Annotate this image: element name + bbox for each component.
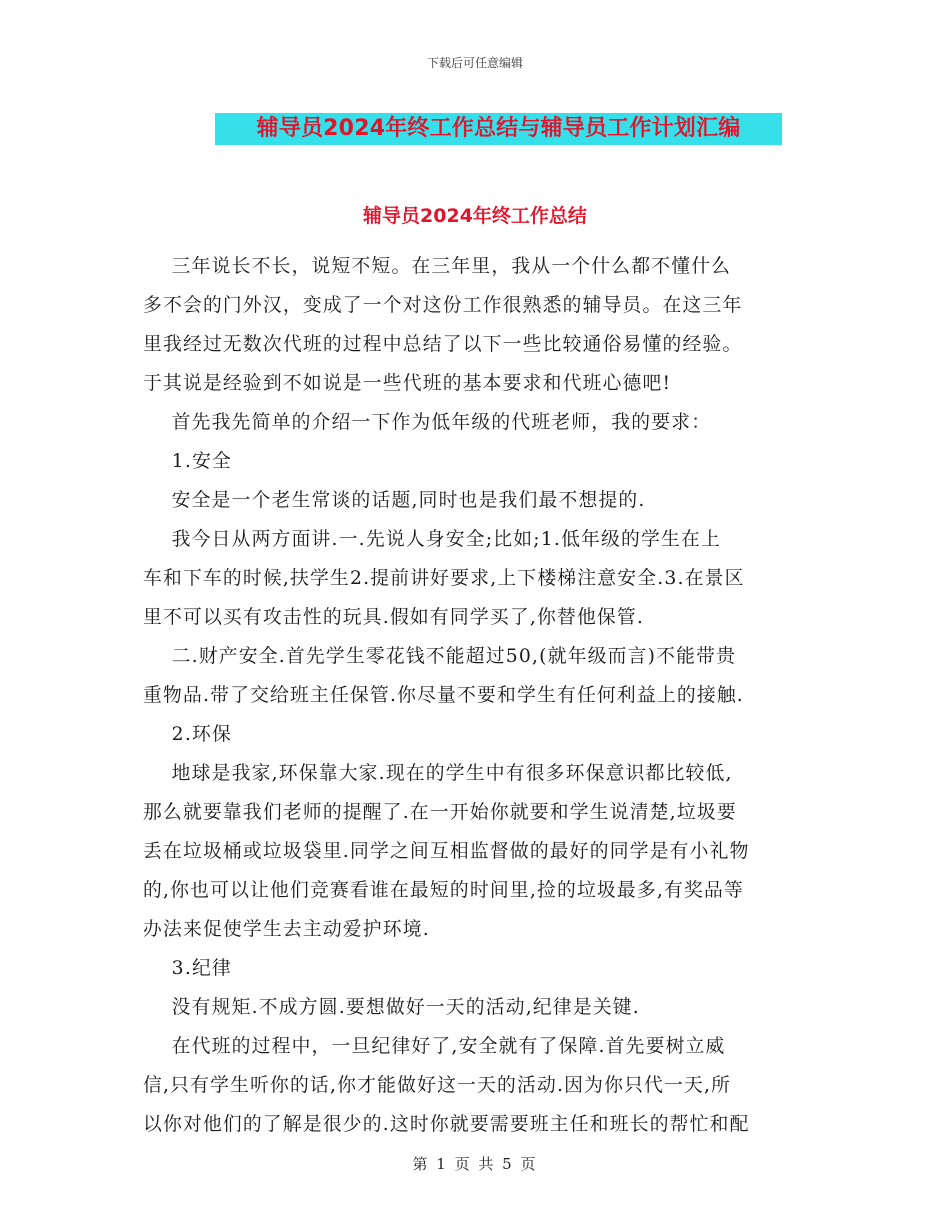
body-line: 我今日从两方面讲.一.先说人身安全;比如;1.低年级的学生在上 bbox=[143, 529, 721, 550]
body-line: 信,只有学生听你的话,你才能做好这一天的活动.因为你只代一天,所 bbox=[143, 1075, 732, 1096]
body-line: 里不可以买有攻击性的玩具.假如有同学买了,你替他保管. bbox=[143, 607, 645, 628]
body-line: 丢在垃圾桶或垃圾袋里.同学之间互相监督做的最好的同学是有小礼物 bbox=[143, 841, 750, 862]
body-line: 多不会的门外汉，变成了一个对这份工作很熟悉的辅导员。在这三年 bbox=[143, 295, 743, 316]
header-note: 下载后可任意编辑 bbox=[426, 56, 523, 70]
body-line: 三年说长不长，说短不短。在三年里，我从一个什么都不懂什么 bbox=[143, 256, 732, 277]
body-line: 的,你也可以让他们竞赛看谁在最短的时间里,捡的垃圾最多,有奖品等 bbox=[143, 880, 744, 901]
body-line: 安全是一个老生常谈的话题,同时也是我们最不想提的. bbox=[143, 490, 646, 511]
body-text bbox=[143, 247, 813, 1144]
body-line: 二.财产安全.首先学生零花钱不能超过50,(就年级而言)不能带贵 bbox=[143, 646, 737, 667]
body-line: 在代班的过程中，一旦纪律好了,安全就有了保障.首先要树立威 bbox=[143, 1036, 726, 1057]
body-line: 没有规矩.不成方圆.要想做好一天的活动,纪律是关键. bbox=[143, 997, 640, 1018]
section-title: 辅导员2024年终工作总结 bbox=[363, 205, 587, 227]
page-indicator: 第 1 页 共 5 页 bbox=[412, 1155, 538, 1173]
body-line: 那么就要靠我们老师的提醒了.在一开始你就要和学生说清楚,垃圾要 bbox=[143, 802, 737, 823]
body-line: 车和下车的时候,扶学生2.提前讲好要求,上下楼梯注意安全.3.在景区 bbox=[143, 568, 745, 589]
body-line: 办法来促使学生去主动爱护环境. bbox=[143, 919, 430, 940]
body-line: 以你对他们的了解是很少的.这时你就要需要班主任和班长的帮忙和配 bbox=[143, 1114, 750, 1135]
body-line: 3.纪律 bbox=[143, 958, 232, 979]
body-line: 里我经过无数次代班的过程中总结了以下一些比较通俗易懂的经验。 bbox=[143, 334, 743, 355]
body-line: 地球是我家,环保靠大家.现在的学生中有很多环保意识都比较低, bbox=[143, 763, 733, 784]
body-line: 1.安全 bbox=[143, 451, 232, 472]
body-line: 首先我先简单的介绍一下作为低年级的代班老师，我的要求： bbox=[143, 412, 712, 433]
body-line: 于其说是经验到不如说是一些代班的基本要求和代班心德吧! bbox=[143, 373, 672, 394]
body-line: 2.环保 bbox=[143, 724, 232, 745]
document-title: 辅导员2024年终工作总结与辅导员工作计划汇编 bbox=[215, 113, 782, 145]
body-line: 重物品.带了交给班主任保管.你尽量不要和学生有任何利益上的接触. bbox=[143, 685, 744, 706]
